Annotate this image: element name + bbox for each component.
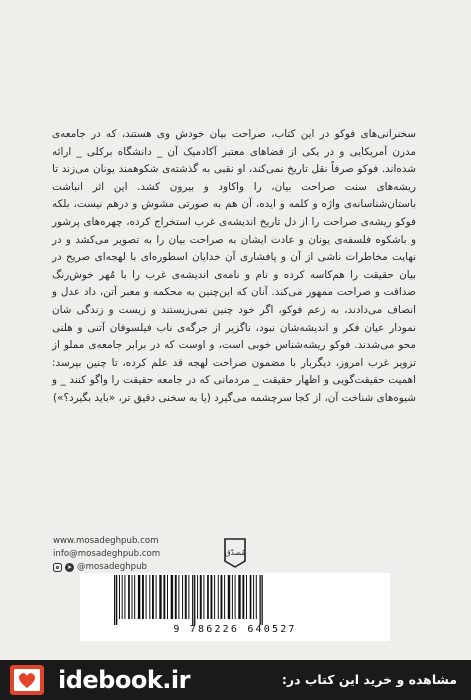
- barcode-bar: [211, 575, 213, 619]
- barcode-guard-bar: [116, 575, 117, 625]
- barcode-bar: [119, 575, 120, 619]
- barcode-bar: [178, 575, 179, 619]
- publisher-social-handle: @mosadeghpub: [77, 562, 147, 572]
- barcode-bar: [238, 575, 240, 619]
- buy-book-call-to-action[interactable]: مشاهده و خرید این کتاب در:: [281, 672, 457, 687]
- barcode-bar: [221, 575, 223, 619]
- barcode-bar: [134, 575, 135, 619]
- barcode-bar: [207, 575, 209, 619]
- back-cover-description: سخنرانی‌های فوکو در این کتاب، صراحت بیان خودش وی هستند، که در جامعه‌ی مدرن آمریکایی و در یکی از فضاهای معتبر آکادمیک آن _ دانشگاه برکلی _ ارائه شده‌اند. فوکو صرفاً نقل تاریخ نمی‌کند، او نقبی به گذشته‌ی شکوهمند یونان می‌زند تا ریشه‌های سنت صراحت بیان، را واکاود و بیرون کشد. این اثر انباشت باستان‌شناسانه‌ی واژه و کلمه و ایده، آن هم به صورتی مشوش و درهم نیست، بلکه فوکو ریشه‌ی صراحت را از دل تاریخ اندیشه‌ی غرب استخراج کرده، چهره‌های پرشور و باشکوه فلسفه‌ی یونان و عادت ایشان به صراحت بیان را به تصویر می‌کشد و در نهایت مخاطرات ناشی از آن و پافشاری آن خدایان اسطوره‌ای با لهجه‌ای صریح در بیان حقیقت را هم‌کاسه کرده و نام و نامه‌ی اندیشه‌ی غرب را با مُهر خوش‌رنگ صداقت و صراحت ممهور می‌کند. آنان که این‌چنین به محکمه و معبر آتن، داد عدل و انصاف می‌دادند، به زعم فوکو، اگر خود چنین نمی‌زیستند و زیست و زندگی شان نمودار عیان فکر و اندیشه‌شان نبود، ناگزیر از جرگه‌ی ناب فیلسوفان آتنی و هلنی محو می‌شدند. فوکو ریشه‌شناس خوبی است، و اوست که در برابر جامعه‌ی مملو از تزویر غرب امروز، دیگربار با مضمون صراحت لهجه قد علم کرده، تا چنین بپرسد: اهمیت حقیقت‌گویی و اظهار حقیقت _ مردمانی که در جامعه حقیقت را واگو کنند _ و شیوه‌های شناخت آن، از کجا سرچشمه می‌گیرد (یا به سخنی دقیق تر، «باید بگیرد؟»): [52, 128, 416, 404]
- barcode-bar: [159, 575, 161, 619]
- barcode-bar: [242, 575, 244, 619]
- barcode-guard-bar: [260, 575, 261, 625]
- barcode-bar: [146, 575, 147, 619]
- barcode-bar: [132, 575, 133, 619]
- publisher-contact: [53, 535, 198, 574]
- barcode-bar: [152, 575, 154, 619]
- barcode-guard-bar: [192, 575, 193, 625]
- barcode-bar: [185, 575, 187, 619]
- barcode-bar: [156, 575, 157, 619]
- barcode-guard-bar: [194, 575, 195, 625]
- publisher-logo-text: مُصدّق: [224, 548, 246, 557]
- barcode-guard-bar: [114, 575, 115, 625]
- barcode-bar: [171, 575, 173, 619]
- publisher-email[interactable]: info@mosadeghpub.com: [53, 549, 161, 559]
- barcode-bar: [250, 575, 252, 619]
- barcode-bar: [188, 575, 189, 619]
- barcode-bar: [149, 575, 150, 619]
- instagram-icon: [53, 563, 62, 572]
- barcode-bar: [235, 575, 236, 619]
- barcode-bar: [246, 575, 247, 619]
- barcode-bar: [124, 575, 125, 619]
- barcode-bar: [128, 575, 130, 619]
- publisher-website[interactable]: www.mosadeghpub.com: [53, 536, 159, 546]
- telegram-icon: ➤: [66, 564, 73, 571]
- barcode-bar: [122, 575, 123, 619]
- barcode-bar: [142, 575, 144, 619]
- barcode-bar: [200, 575, 202, 619]
- book-heart-icon: [8, 663, 50, 697]
- barcode-bars: [80, 573, 390, 625]
- isbn-barcode: [80, 573, 390, 641]
- barcode-bar: [224, 575, 225, 619]
- barcode-bar: [218, 575, 219, 619]
- barcode-bar: [228, 575, 230, 619]
- barcode-bar: [182, 575, 183, 619]
- barcode-bar: [203, 575, 204, 619]
- barcode-bar: [175, 575, 177, 619]
- idebook-site-name[interactable]: idebook.ir: [58, 666, 190, 694]
- idebook-banner[interactable]: [0, 660, 471, 700]
- isbn-number: 9 786226 640527: [173, 624, 297, 635]
- publisher-logo: [221, 535, 249, 569]
- barcode-bar: [214, 575, 215, 619]
- barcode-bar: [167, 575, 168, 619]
- barcode-bar: [138, 575, 140, 619]
- barcode-guard-bar: [262, 575, 263, 625]
- barcode-bar: [253, 575, 254, 619]
- barcode-bar: [197, 575, 198, 619]
- barcode-bar: [256, 575, 257, 619]
- barcode-bar: [163, 575, 165, 619]
- barcode-bar: [232, 575, 233, 619]
